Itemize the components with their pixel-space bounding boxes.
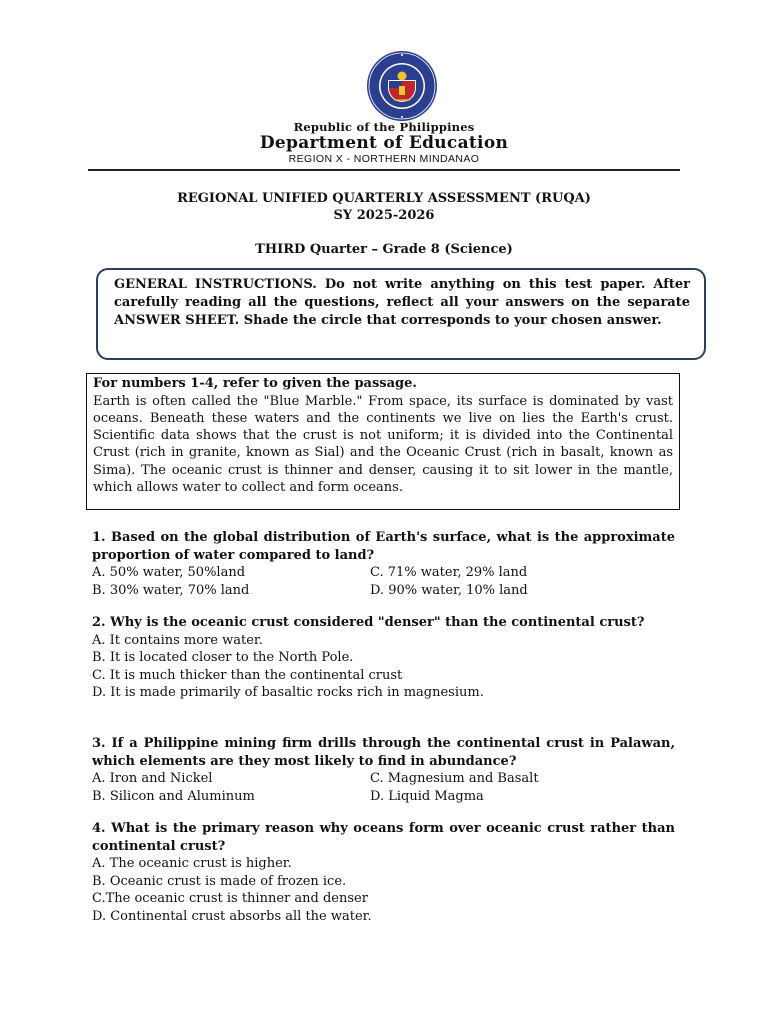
assessment-title: REGIONAL UNIFIED QUARTERLY ASSESSMENT (RUQA) <box>177 191 591 206</box>
option-c: C.The oceanic crust is thinner and denser <box>92 891 368 906</box>
question-stem: 3. If a Philippine mining firm drills through the continental crust in Palawan, which elements are they most likely to find in abundance? <box>92 736 675 769</box>
question-stem: 1. Based on the global distribution of Earth's surface, what is the approximate proportion of water compared to land? <box>92 530 675 563</box>
option-b: B. Oceanic crust is made of frozen ice. <box>92 873 347 889</box>
question-stem: 4. What is the primary reason why oceans form over oceanic crust rather than continental crust? <box>92 821 675 854</box>
option-d: D. Continental crust absorbs all the water. <box>92 908 372 924</box>
answer-options <box>92 564 675 599</box>
region-heading: REGION X - NORTHERN MINDANAO <box>288 153 480 165</box>
header-divider <box>88 169 680 171</box>
school-year: SY 2025-2026 <box>333 208 435 223</box>
answer-options <box>92 770 675 805</box>
option-b: B. 30% water, 70% land <box>92 582 250 598</box>
question-1 <box>92 529 675 599</box>
quarter-subject: THIRD Quarter – Grade 8 (Science) <box>255 242 513 257</box>
option-c: C. 71% water, 29% land <box>370 565 528 580</box>
department-heading: Department of Education <box>259 133 509 153</box>
option-a: A. Iron and Nickel <box>92 771 213 786</box>
option-a: A. It contains more water. <box>92 632 263 648</box>
option-c: C. Magnesium and Basalt <box>370 771 539 786</box>
question-stem: 2. Why is the oceanic crust considered "denser" than the continental crust? <box>92 615 645 630</box>
passage-body: Earth is often called the "Blue Marble." From space, its surface is dominated by vast oceans. Beneath these waters and the continents we live on lies the Earth's crust. Scientific data shows that the crust is not uniform; it is divided into the Continental Crust (rich in granite, known as Sial) and the Oceanic Crust (rich in basalt, known as Sima). The oceanic crust is thinner and denser, causing it to sit lower in the mantle, which allows water to collect and form oceans. <box>93 393 673 495</box>
option-a: A. 50% water, 50%land <box>92 565 246 580</box>
republic-heading: Republic of the Philippines <box>293 120 475 134</box>
option-a: A. The oceanic crust is higher. <box>92 856 292 871</box>
reading-passage-box <box>86 373 680 510</box>
option-d: D. Liquid Magma <box>370 788 484 804</box>
option-b: B. Silicon and Aluminum <box>92 788 255 804</box>
question-4 <box>92 820 675 925</box>
general-instructions-box <box>96 268 706 360</box>
option-d: D. 90% water, 10% land <box>370 582 528 598</box>
general-instructions-text: GENERAL INSTRUCTIONS. Do not write anything on this test paper. After carefully reading all the questions, reflect all your answers on the separate ANSWER SHEET. Shade the circle that corresponds to your chosen answer. <box>114 277 690 328</box>
deped-seal-logo <box>366 50 438 122</box>
question-3 <box>92 735 675 805</box>
option-d: D. It is made primarily of basaltic rocks rich in magnesium. <box>92 685 484 700</box>
option-b: B. It is located closer to the North Pole. <box>92 650 354 665</box>
option-c: C. It is much thicker than the continental crust <box>92 667 403 683</box>
passage-heading: For numbers 1-4, refer to given the passage. <box>93 376 417 391</box>
question-2 <box>92 614 675 702</box>
